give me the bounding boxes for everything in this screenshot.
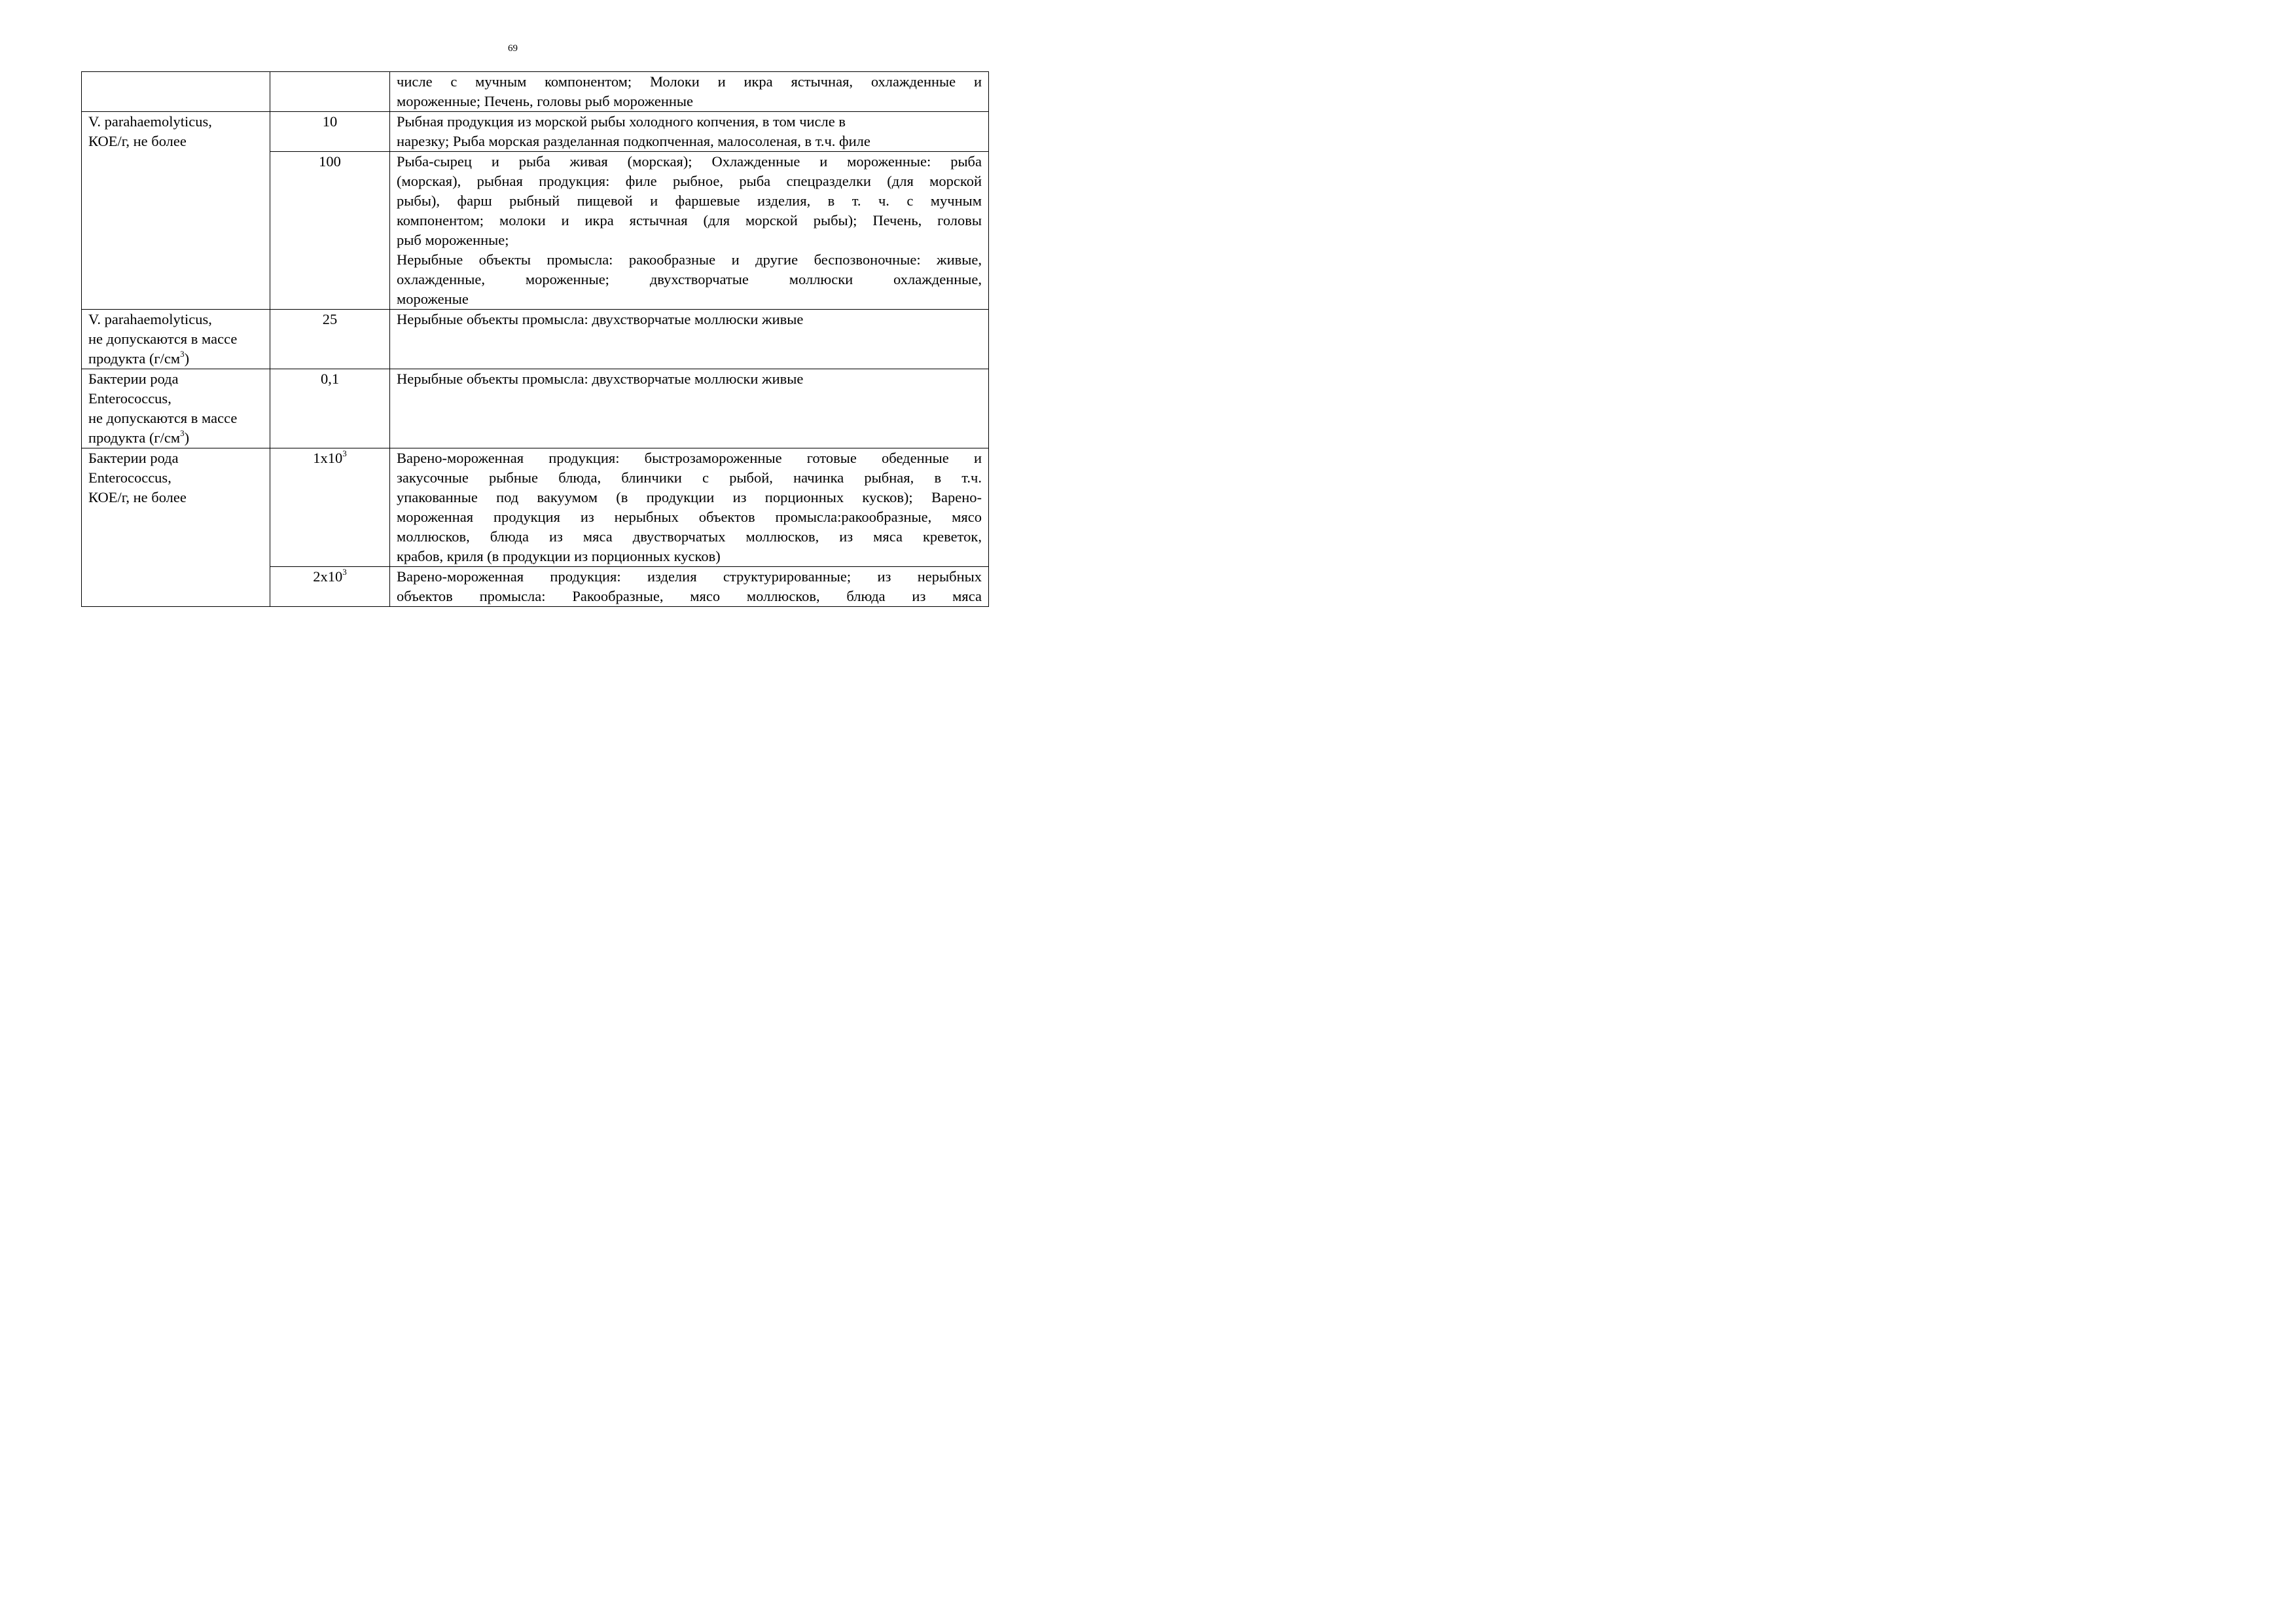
indicator-line: Бактерии рода [88,450,179,466]
table-row [82,72,989,112]
product-line: Рыбная продукция из морской рыбы холодного копчения, в том числе в [397,113,846,130]
indicator-line: не допускаются в массе [88,331,238,347]
indicator-line: Enterococcus, [88,469,171,486]
product-line: Нерыбные объекты промысла: ракообразные и другие беспозвоночные: живые, [397,251,982,268]
value-base: 2x10 [313,568,343,585]
product-cell [390,72,989,112]
product-line: рыб мороженные; [397,232,509,248]
indicator-line: V. parahaemolyticus, [88,113,212,130]
product-line: охлажденные, мороженные; двухстворчатые моллюски охлажденные, [397,271,982,287]
value-cell [270,567,390,607]
value-base: 1x10 [313,450,343,466]
indicator-line: Enterococcus, [88,390,171,407]
product-line: Нерыбные объекты промысла: двухстворчатые моллюски живые [397,311,804,327]
product-line: объектов промысла: Ракообразные, мясо моллюсков, блюда из мяса [397,588,982,604]
superscript: 3 [180,348,185,359]
value-cell [270,448,390,567]
product-cell [390,448,989,567]
indicator-cell [82,72,270,112]
product-line: компонентом; молоки и икра ястычная (для морской рыбы); Печень, головы [397,212,982,228]
product-cell [390,567,989,607]
indicator-line [88,428,263,448]
product-line: упакованные под вакуумом (в продукции из порционных кусков); Варено- [397,489,982,505]
product-line: числе с мучным компонентом; Молоки и икра ястычная, охлажденные и [397,73,982,90]
indicator-cell [82,310,270,369]
value-cell: 10 [270,112,390,152]
product-line: мороженные; Печень, головы рыб мороженные [397,93,694,109]
value-cell: 0,1 [270,369,390,448]
value-cell: 100 [270,152,390,310]
indicator-text: ) [184,429,190,446]
product-cell [390,112,989,152]
table-row [82,112,989,152]
value-cell: 25 [270,310,390,369]
value-cell [270,72,390,112]
product-line: рыбы), фарш рыбный пищевой и фаршевые изделия, в т. ч. с мучным [397,192,982,209]
product-line: мороженная продукция из нерыбных объектов промысла:ракообразные, мясо [397,509,982,525]
product-line: Рыба-сырец и рыба живая (морская); Охлажденные и мороженные: рыба [397,153,982,170]
product-line: закусочные рыбные блюда, блинчики с рыбой, начинка рыбная, в т.ч. [397,469,982,486]
product-cell [390,369,989,448]
table-row [82,369,989,448]
product-line: моллюсков, блюда из мяса двустворчатых моллюсков, из мяса креветок, [397,528,982,545]
page-number: 69 [508,43,518,54]
product-line: мороженые [397,291,469,307]
product-line: нарезку; Рыба морская разделанная подкопченная, малосоленая, в т.ч. филе [397,133,870,149]
indicator-line: КОЕ/г, не более [88,133,187,149]
superscript: 3 [342,566,347,577]
indicator-cell [82,448,270,607]
indicator-text: ) [184,350,190,367]
product-cell [390,152,989,310]
indicator-line [88,349,263,369]
superscript: 3 [180,428,185,438]
product-line: Варено-мороженная продукция: изделия структурированные; из нерыбных [397,568,982,585]
product-line: (морская), рыбная продукция: филе рыбное, рыба спецразделки (для морской [397,173,982,189]
indicator-line: Бактерии рода [88,371,179,387]
product-line: крабов, криля (в продукции из порционных кусков) [397,548,721,564]
product-cell [390,310,989,369]
norms-table [81,71,989,607]
table-row [82,448,989,567]
indicator-line: V. parahaemolyticus, [88,311,212,327]
indicator-line: не допускаются в массе [88,410,238,426]
indicator-text: продукта (г/см [88,429,181,446]
indicator-line: КОЕ/г, не более [88,489,187,505]
indicator-cell [82,112,270,310]
table-row [82,310,989,369]
superscript: 3 [342,448,347,458]
indicator-cell [82,369,270,448]
product-line: Варено-мороженная продукция: быстрозамороженные готовые обеденные и [397,450,982,466]
indicator-text: продукта (г/см [88,350,181,367]
product-line: Нерыбные объекты промысла: двухстворчатые моллюски живые [397,371,804,387]
